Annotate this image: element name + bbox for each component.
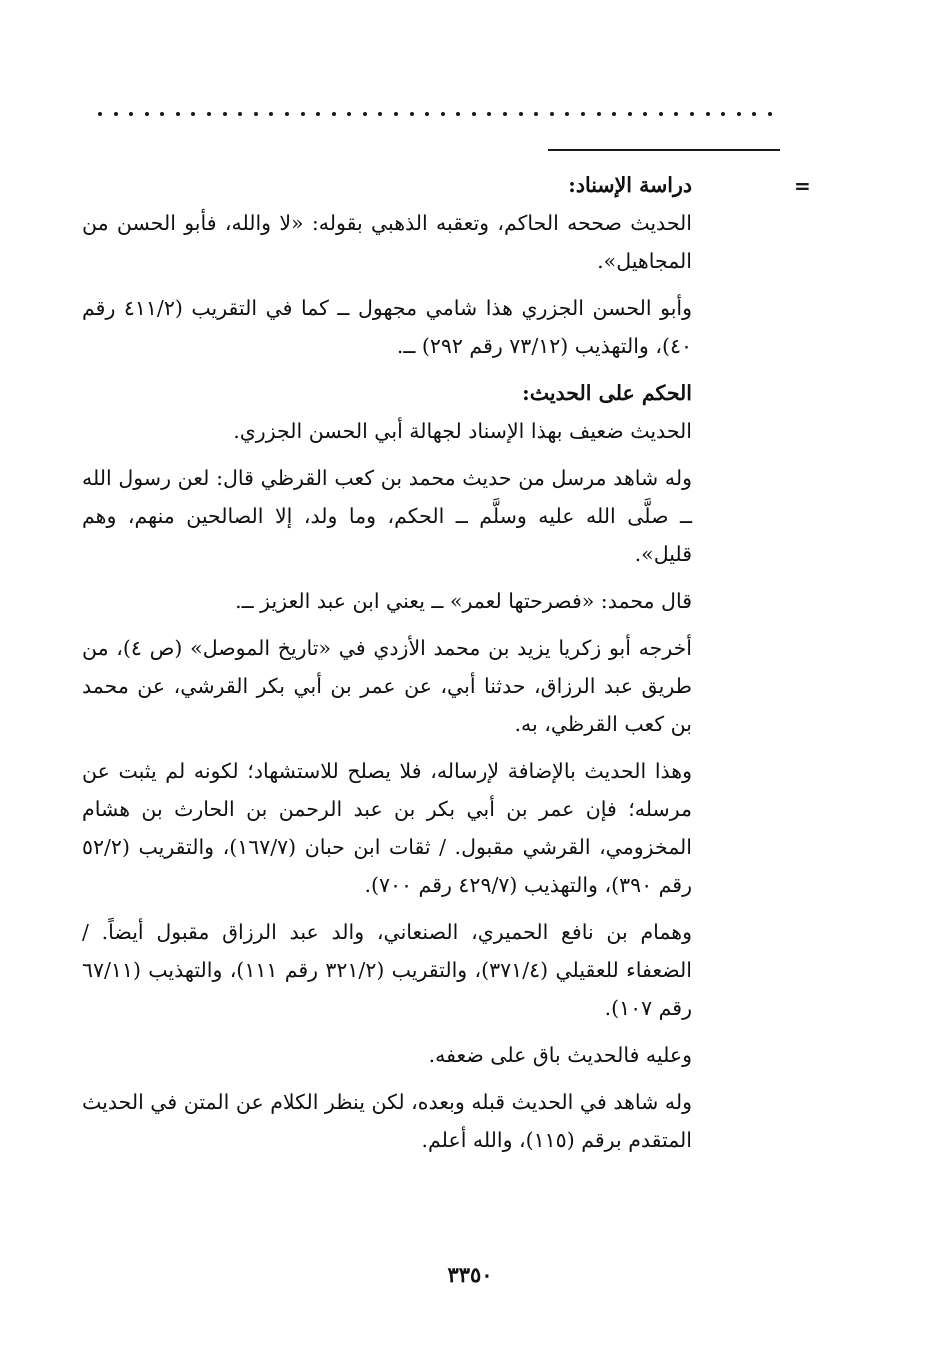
paragraph-2: وأبو الحسن الجزري هذا شامي مجهول ــ كما في التقريب (٤١١/٢ رقم ٤٠)، والتهذيب (٧٣/١٢ رقم ٢٩٢) ــ. — [82, 296, 692, 358]
paragraph-9: وعليه فالحديث باق على ضعفه. — [428, 1043, 692, 1067]
paragraph-7: وهذا الحديث بالإضافة لإرساله، فلا يصلح للاستشهاد؛ لكونه لم يثبت عن مرسله؛ فإن عمر بن أبي بكر بن عبد الرحمن بن الحارث بن هشام المخزومي، القرشي مقبول. / ثقات ابن حبان (١٦٧/٧)، والتقريب (٥٢/٢ رقم ٣٩٠)، والتهذيب (٤٢٩/٧ رقم ٧٠٠). — [82, 759, 692, 897]
dotted-separator — [98, 110, 772, 118]
footnote-rule — [548, 149, 780, 151]
paragraph-4: وله شاهد مرسل من حديث محمد بن كعب القرظي قال: لعن رسول الله ــ صلَّى الله عليه وسلَّم ــ الحكم، وما ولد، إلا الصالحين منهم، وهم قليل». — [82, 466, 692, 566]
paragraph-10: وله شاهد في الحديث قبله وبعده، لكن ينظر الكلام عن المتن في الحديث المتقدم برقم (١١٥)، والله أعلم. — [82, 1090, 692, 1152]
heading-isnad: دراسة الإسناد: — [568, 173, 692, 197]
paragraph-3: الحديث ضعيف بهذا الإسناد لجهالة أبي الحسن الجزري. — [233, 419, 692, 443]
continuation-mark: = — [794, 174, 811, 198]
page-number: ٣٣٥٠ — [447, 1262, 493, 1287]
page-body — [82, 166, 692, 1168]
paragraph-1: الحديث صححه الحاكم، وتعقبه الذهبي بقوله: «لا والله، فأبو الحسن من المجاهيل». — [82, 211, 692, 273]
paragraph-6: أخرجه أبو زكريا يزيد بن محمد الأزدي في «تاريخ الموصل» (ص ٤)، من طريق عبد الرزاق، حدثنا أبي، عن عمر بن أبي بكر القرشي، عن محمد بن كعب القرظي، به. — [82, 636, 693, 736]
paragraph-5: قال محمد: «فصرحتها لعمر» ــ يعني ابن عبد العزيز ــ. — [235, 589, 692, 613]
heading-hukm: الحكم على الحديث: — [522, 381, 692, 405]
paragraph-8: وهمام بن نافع الحميري، الصنعاني، والد عبد الرزاق مقبول أيضاً. / الضعفاء للعقيلي (٣٧١/٤)، والتقريب (٣٢١/٢ رقم ١١١)، والتهذيب (٦٧/١١ رقم ١٠٧). — [82, 920, 692, 1020]
